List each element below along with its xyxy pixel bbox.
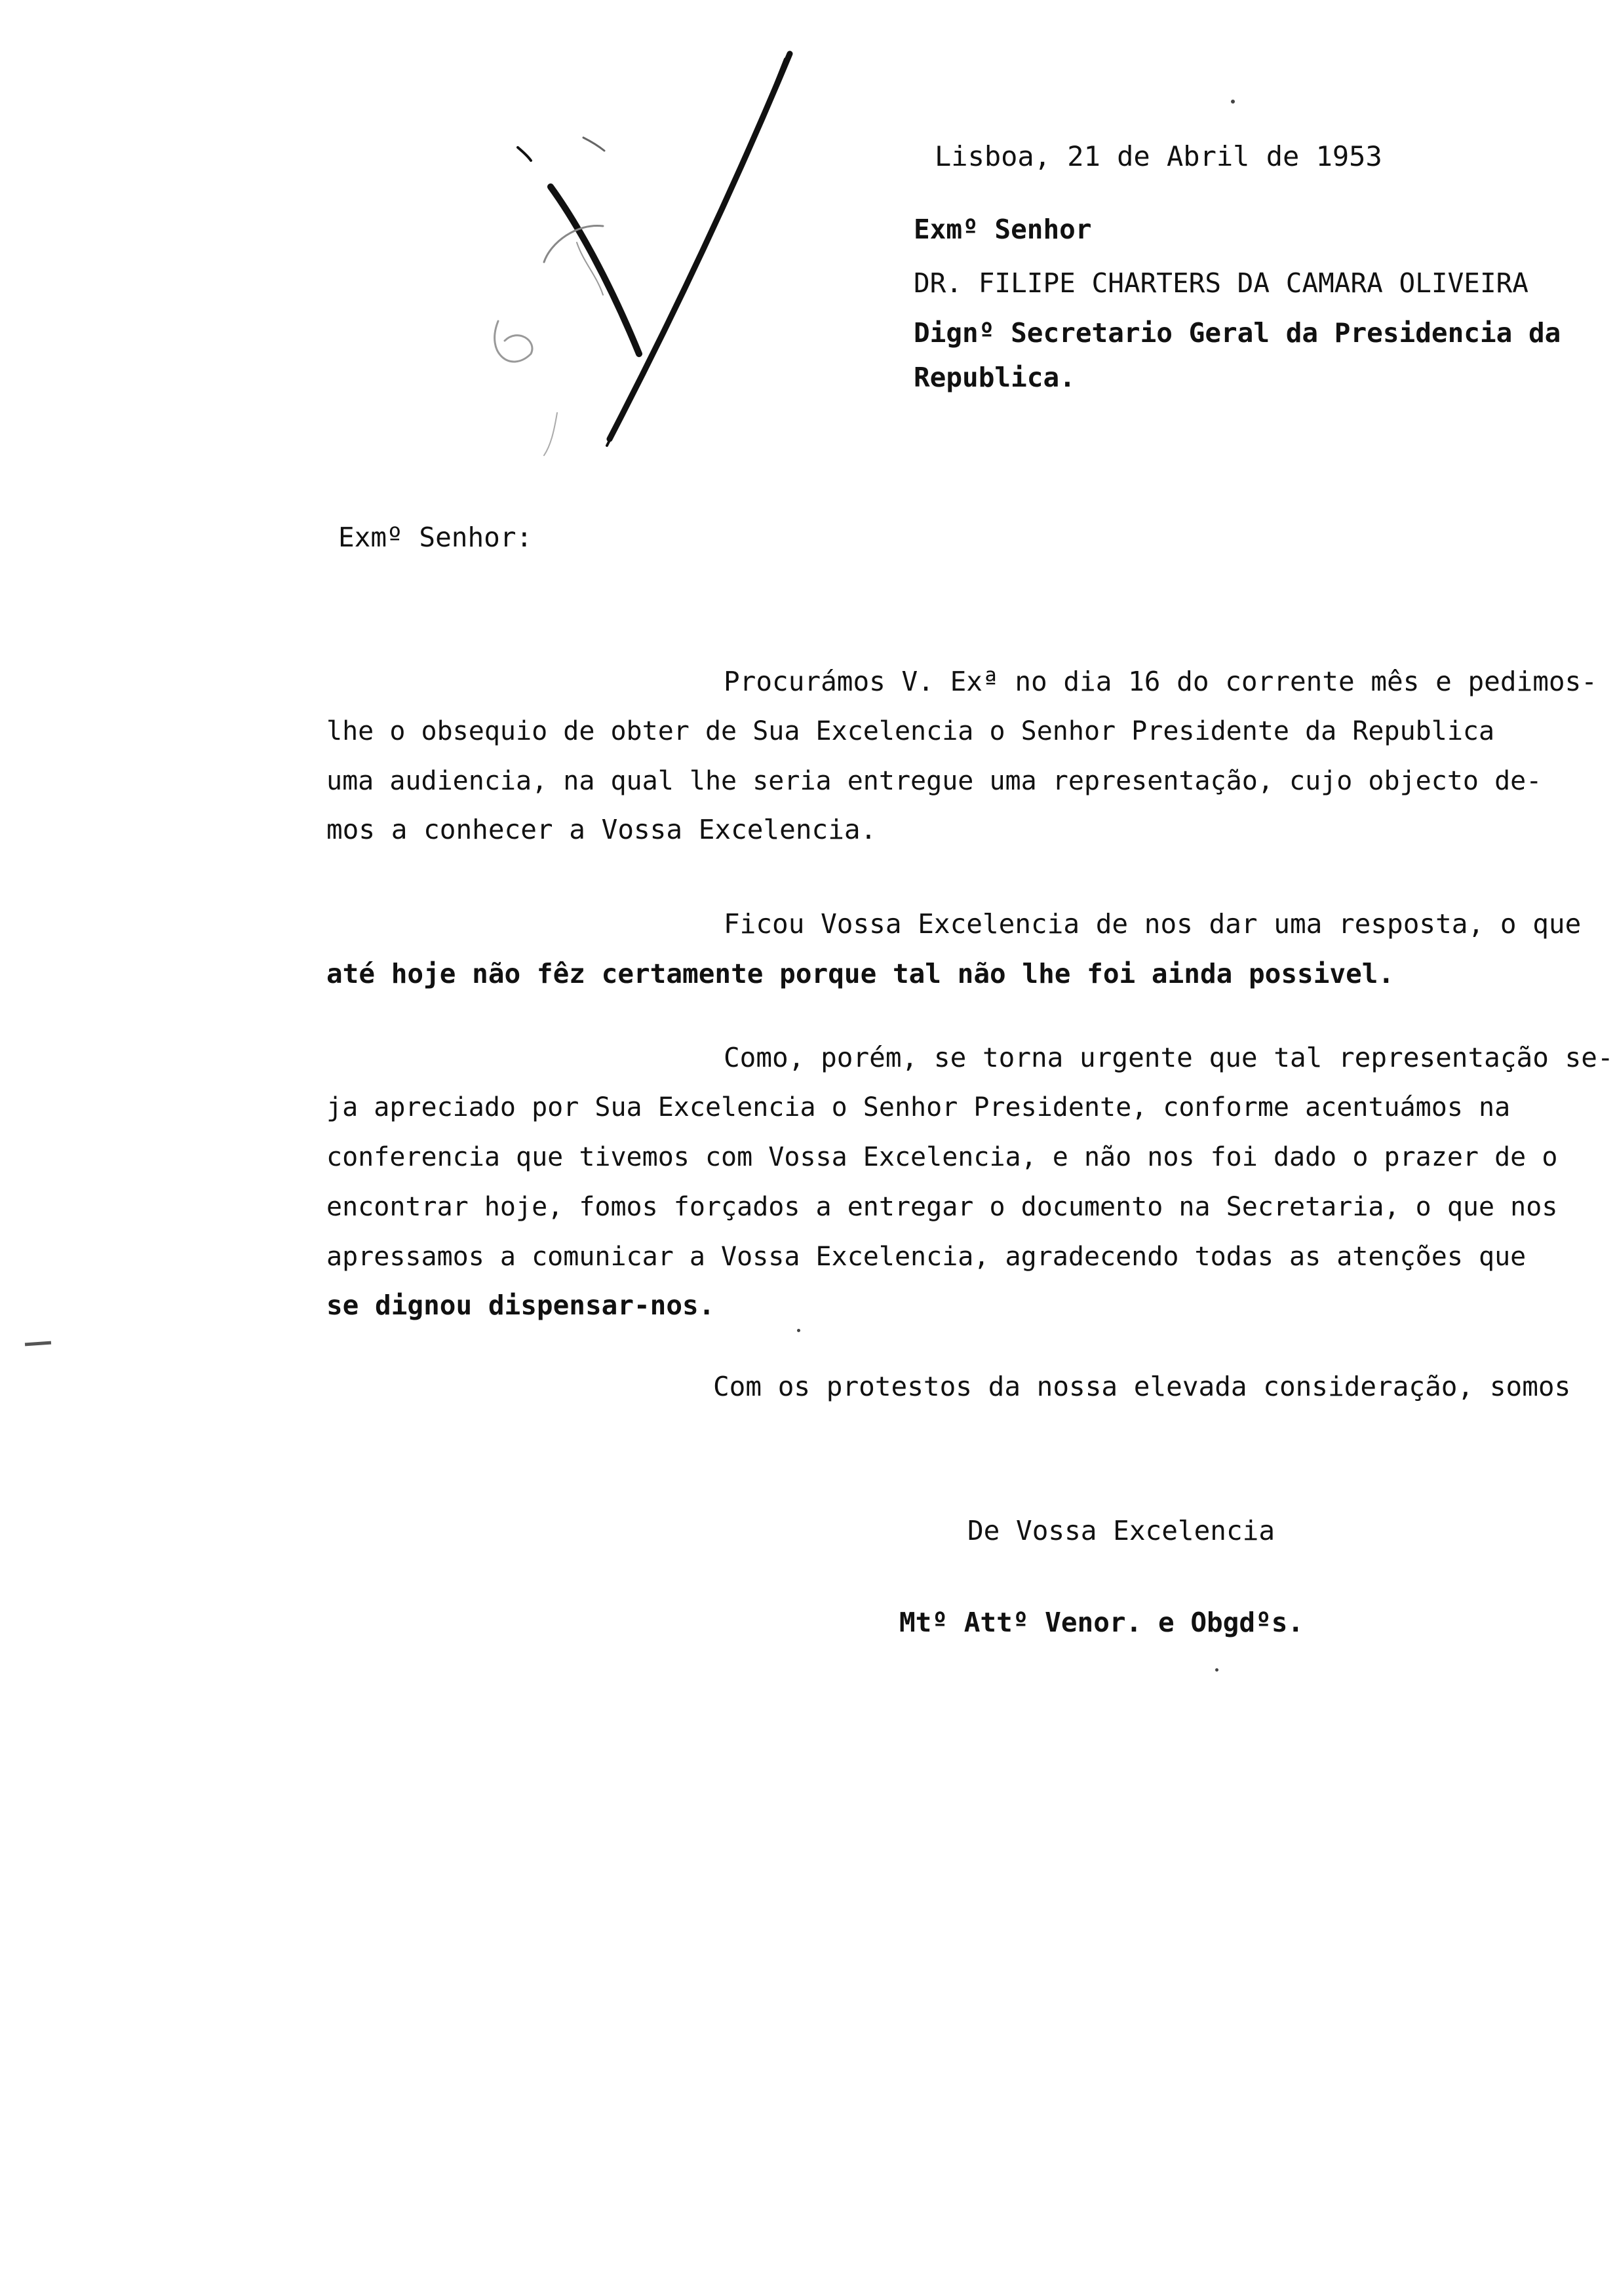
scan-speck xyxy=(797,1329,800,1332)
scan-speck xyxy=(1231,100,1235,104)
scan-edge-mark xyxy=(25,1341,51,1347)
date-line: Lisboa, 21 de Abril de 1953 xyxy=(935,140,1382,172)
scan-speck xyxy=(1215,1668,1218,1672)
paragraph3-line2: ja apreciado por Sua Excelencia o Senhor Presidente, conforme acentuámos na xyxy=(326,1092,1511,1122)
paragraph1-line4: mos a conhecer a Vossa Excelencia. xyxy=(326,814,877,845)
paragraph2-line2: até hoje não fêz certamente porque tal não lhe foi ainda possivel. xyxy=(326,958,1395,989)
paragraph3-line5: apressamos a comunicar a Vossa Excelencia, agradecendo todas as atenções que xyxy=(326,1242,1527,1272)
paragraph3-line4: encontrar hoje, fomos forçados a entregar o documento na Secretaria, o que nos xyxy=(326,1192,1558,1222)
greeting: Exmº Senhor: xyxy=(338,522,533,553)
paragraph3-line1: Como, porém, se torna urgente que tal representação se- xyxy=(724,1042,1614,1073)
recipient-title-line1: Dignº Secretario Geral da Presidencia da xyxy=(914,317,1561,349)
paragraph1-line1: Procurámos V. Exª no dia 16 do corrente mês e pedimos- xyxy=(724,666,1597,697)
paragraph1-line3: uma audiencia, na qual lhe seria entregue uma representação, cujo objecto de- xyxy=(326,766,1542,796)
paragraph3-line3: conferencia que tivemos com Vossa Excelencia, e não nos foi dado o prazer de o xyxy=(326,1142,1558,1172)
paragraph3-line6: se dignou dispensar-nos. xyxy=(326,1290,715,1321)
paragraph2-line1: Ficou Vossa Excelencia de nos dar uma resposta, o que xyxy=(724,908,1582,940)
closing-signoff: Mtº Attº Venor. e Obgdºs. xyxy=(899,1607,1304,1638)
recipient-title-line2: Republica. xyxy=(914,362,1076,393)
recipient-salutation: Exmº Senhor xyxy=(914,214,1092,245)
closing-formula: De Vossa Excelencia xyxy=(967,1515,1275,1546)
closing-line: Com os protestos da nossa elevada consideração, somos xyxy=(713,1371,1571,1402)
handwritten-cross-mark xyxy=(419,46,826,465)
paragraph1-line2: lhe o obsequio de obter de Sua Excelencia o Senhor Presidente da Republica xyxy=(326,716,1495,746)
recipient-name: DR. FILIPE CHARTERS DA CAMARA OLIVEIRA xyxy=(914,267,1528,299)
